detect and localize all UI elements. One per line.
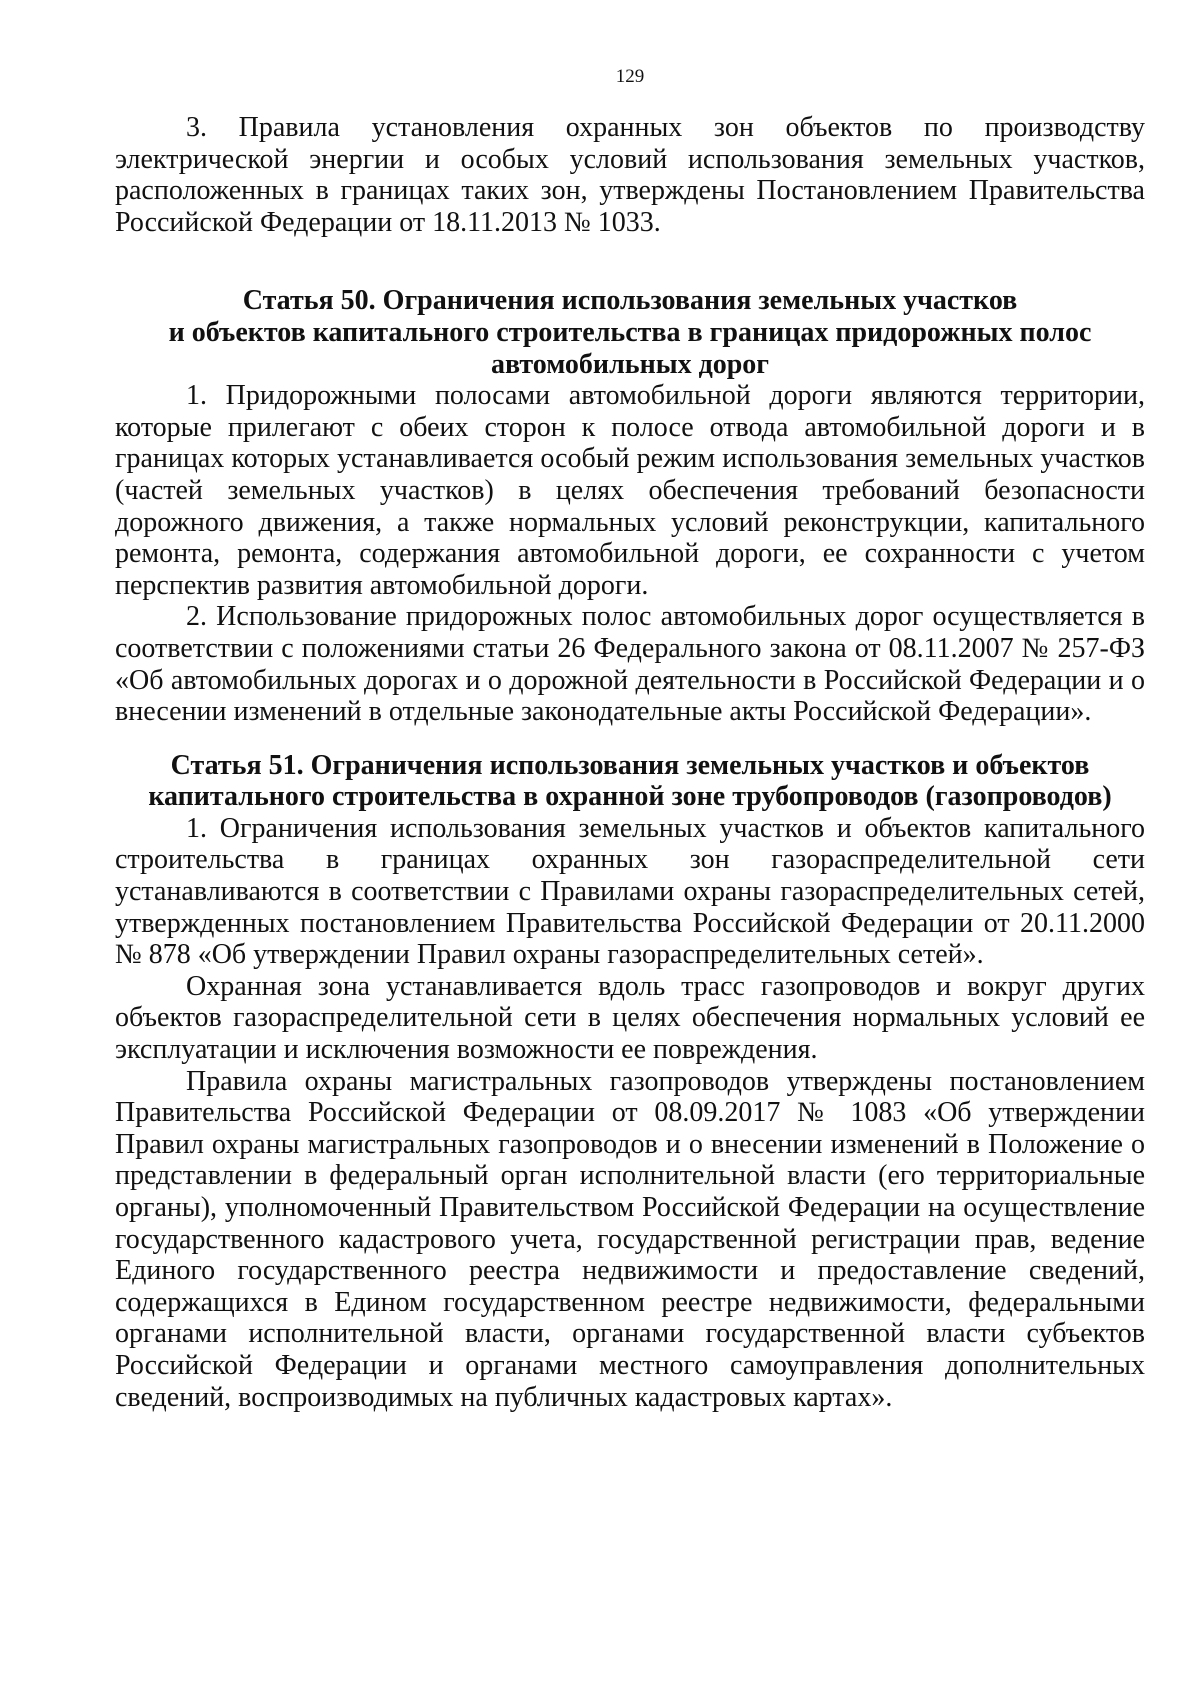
article-51-paragraph-2: Охранная зона устанавливается вдоль трасс газопроводов и вокруг других объектов газораспределительной сети в целях обеспечения нормальных условий ее эксплуатации и исключения возможности ее повреждения. — [115, 970, 1145, 1066]
document-page — [115, 66, 1145, 1413]
intro-paragraph: 3. Правила установления охранных зон объектов по производству электрической энергии и особых условий использования земельных участков, расположенных в границах таких зон, утверждены Постановлением Правительства Российской Федерации от 18.11.2013 № 1033. — [115, 112, 1145, 238]
article-51-paragraph-3: Правила охраны магистральных газопроводов утверждены постановлением Правительства Российской Федерации от 08.09.2017 № 1083 «Об утверждении Правил охраны магистральных газопроводов и о внесении изменений в Положение о представлении в федеральный орган исполнительной власти (его территориальные органы), уполномоченный Правительством Российской Федерации на осуществление государственного кадастрового учета, государственной регистрации прав, ведение Единого государственного реестра недвижимости и предоставление сведений, содержащихся в Едином государственном реестре недвижимости, федеральными органами исполнительной власти, органами государственной власти субъектов Российской Федерации и органами местного самоуправления дополнительных сведений, воспроизводимых на публичных кадастровых картах». — [115, 1065, 1145, 1413]
article-50-heading-line: автомобильных дорог — [490, 348, 770, 380]
page-number: 129 — [615, 66, 645, 87]
article-51-heading — [115, 750, 1145, 813]
article-50-heading — [115, 285, 1145, 380]
article-51-paragraph-1: 1. Ограничения использования земельных участков и объектов капитального строительства в границах охранных зон газораспределительной сети устанавливаются в соответствии с Правилами охраны газораспределительных сетей, утвержденных постановлением Правительства Российской Федерации от 20.11.2000 № 878 «Об утверждении Правил охраны газораспределительных сетей». — [115, 812, 1145, 971]
article-50-paragraph-1: 1. Придорожными полосами автомобильной дороги являются территории, которые прилегают с обеих сторон к полосе отвода автомобильной дороги и в границах которых устанавливается особый режим использования земельных участков (частей земельных участков) в целях обеспечения требований безопасности дорожного движения, а также нормальных условий реконструкции, капитального ремонта, ремонта, содержания автомобильной дороги, ее сохранности с учетом перспектив развития автомобильной дороги. — [115, 380, 1145, 601]
article-51-heading-line: капитального строительства в охранной зоне трубопроводов (газопроводов) — [148, 781, 1112, 813]
article-51-heading-line: Статья 51. Ограничения использования земельных участков и объектов — [170, 749, 1090, 781]
article-50-heading-line: Статья 50. Ограничения использования земельных участков — [242, 285, 1018, 317]
article-50-heading-line: и объектов капитального строительства в границах придорожных полос — [168, 316, 1092, 348]
article-50-paragraph-2: 2. Использование придорожных полос автомобильных дорог осуществляется в соответствии с положениями статьи 26 Федерального закона от 08.11.2007 № 257-ФЗ «Об автомобильных дорогах и о дорожной деятельности в Российской Федерации и о внесении изменений в отдельные законодательные акты Российской Федерации». — [115, 601, 1145, 728]
